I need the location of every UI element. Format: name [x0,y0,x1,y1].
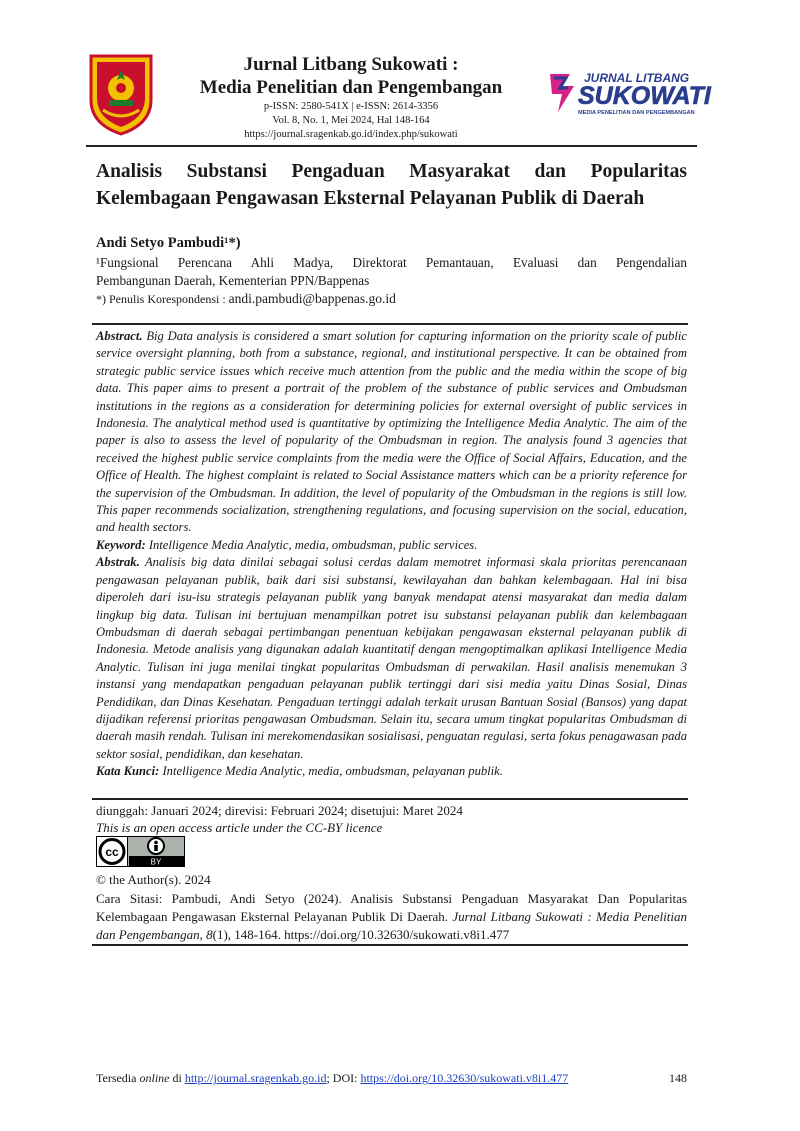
abstrak-text: Analisis big data dinilai sebagai solusi cerdas dalam memotret informasi skala prioritas perencanaan pengawasan pelayanan publik, baik dari sisi substansi, kewilayahan dan bahkan kelembagaan. Hal ini bisa diperoleh dari isu-isu strategis pelayanan publik yang banyak mendapat atensi masyarakat dan media dalam lingkup big data. Tulisan ini bertujuan menampilkan potret isu substansi pelayanan publik dan kelembagaan Ombudsman di daerah sebagai pertimbangan penentuan kebijakan pengawasan eksternal pelayanan publik di Indonesia. Metode analisis yang digunakan adalah kuantitatif dengan mengoptimalkan aplikasi Intelligence Media Analytic. Tulisan ini juga menilai tingkat popularitas Ombudsman di perwakilan. Hasil analisis menemukan 3 instansi yang mendapatkan pengaduan pelayanan publik tertinggi dari sisi media yaitu Dinas Sosial, Dinas Pendidikan, dan Dinas Kesehatan. Pengaduan tertinggi adalah terkait urusan Bantuan Sosial (Bansos) yang dapat dijadikan referensi prioritas pengawasan Ombudsman. Selain itu, secara umum tingkat popularitas Ombudsman di daerah masih rendah. Tulisan ini merekomendasikan sosialisasi, penguatan regulasi, serta fokus penagawasan pada sektor sosial, pendidikan, dan kesehatan. [96,555,687,761]
submission-dates: diunggah: Januari 2024; direvisi: Februari 2024; disetujui: Maret 2024 [96,803,463,818]
author-name: Andi Setyo Pambudi¹*) [96,235,241,251]
keywords-english [96,537,687,554]
abstract-bottom-divider [92,798,688,800]
logo-text-jurnal-litbang: JURNAL LITBANG [584,71,690,85]
keywords-indonesian [96,763,687,780]
abstract-indonesian [96,554,687,763]
citation-line2: Kelembagaan Pengawasan Eksternal Pelayanan Publik Di Daerah. [96,909,453,924]
citation [96,890,687,944]
author-affiliation [96,254,687,290]
abstract-block [96,328,687,781]
header-divider [86,145,697,147]
citation-divider [92,944,688,946]
affiliation-line1: ¹Fungsional Perencana Ahli Madya, Direktorat Pemantauan, Evaluasi dan Pengendalian [96,255,687,270]
correspondence-email[interactable]: andi.pambudi@bappenas.go.id [228,291,396,306]
abstract-english [96,328,687,537]
journal-header [170,53,532,142]
cc-by-license-badge[interactable] [96,836,185,867]
citation-line1: Cara Sitasi: Pambudi, Andi Setyo (2024). Analisis Substansi Pengaduan Masyarakat Dan Popularitas [96,891,687,906]
article-title [96,158,687,212]
sukowati-journal-logo [548,68,711,120]
correspondence-label: *) Penulis Korespondensi : [96,292,229,306]
keyword-label: Keyword: [96,537,146,552]
footer-doi-link[interactable]: https://doi.org/10.32630/sukowati.v8i1.477 [360,1071,569,1085]
citation-issue: (1), 148-164. https://doi.org/10.32630/sukowati.v8i1.477 [212,927,510,942]
keyword-text: Intelligence Media Analytic, media, ombudsman, public services. [145,537,478,552]
issn-line: p-ISSN: 2580-541X | e-ISSN: 2614-3356 [263,101,439,112]
footer-site-link[interactable]: http://journal.sragenkab.go.id [184,1071,327,1085]
article-title-line2: Kelembagaan Pengawasan Eksternal Pelayanan Publik di Daerah [96,188,645,209]
page-number: 148 [669,1071,687,1085]
journal-url[interactable]: https://journal.sragenkab.go.id/index.php/sukowati [244,129,458,140]
citation-journal: Jurnal Litbang Sukowati : Media Penelitian dan Pengembangan, 8 [96,909,688,942]
cc-badge-label: BY [150,857,162,867]
open-access-note: This is an open access article under the CC-BY licence [96,820,383,835]
copyright-notice: © the Author(s). 2024 [96,872,211,887]
footer-di: di [169,1071,185,1085]
correspondence [96,291,396,307]
journal-title-line1: Jurnal Litbang Sukowati : [243,54,459,75]
svg-text:cc: cc [105,845,119,859]
footer-online: online [139,1071,170,1085]
page-footer [96,1071,687,1086]
abstract-label: Abstract. [96,329,143,343]
abstract-top-divider [92,323,688,325]
journal-title-line2: Media Penelitian dan Pengembangan [199,77,503,98]
affiliation-line2: Pembangunan Daerah, Kementerian PPN/Bappenas [96,273,370,288]
sragen-emblem-logo [87,52,155,136]
footer-doi-label: ; DOI: [326,1071,361,1085]
abstrak-label: Abstrak. [96,555,140,570]
kata-kunci-text: Intelligence Media Analytic, media, ombudsman, pelayanan publik. [159,764,503,779]
article-meta [96,802,687,836]
article-title-line1: Analisis Substansi Pengaduan Masyarakat dan Popularitas [96,161,687,182]
footer-prefix: Tersedia [96,1071,140,1085]
logo-text-sukowati: SUKOWATI [578,82,711,110]
abstract-text: Big Data analysis is considered a smart solution for capturing information on the priority scale of public service oversight planning, both from a substance, regional, and institutional perspective. It can be obtained from strategic public service issues which receive much attention from the public and the media within the scope of big data. This paper aims to present a portrait of the problem of the substance of public services and Ombudsman institutions in the regions as a consideration for determining policies for external oversight of public services in Indonesia. The analytical method used is quantitative by optimizing the Intelligence Media Analytic. The aim of the paper is also to assess the level of popularity of the Ombudsman in region. The analysis found 3 agencies that received the highest public service complaints from the media were the Office of Social Affairs, Education, and the Office of Health. The highest complaint is related to Social Assistance matters which can be a priority reference for the supervision of the Ombudsman. In addition, the level of popularity of the Ombudsman in the regions is still low. This paper recommends socialization, strengthening regulations, and focusing supervision on the social, education, and health sectors. [96,329,687,535]
logo-text-subtitle: MEDIA PENELITIAN DAN PENGEMBANGAN [578,110,695,116]
volume-line: Vol. 8, No. 1, Mei 2024, Hal 148-164 [272,115,430,126]
kata-kunci-label: Kata Kunci: [96,764,160,779]
